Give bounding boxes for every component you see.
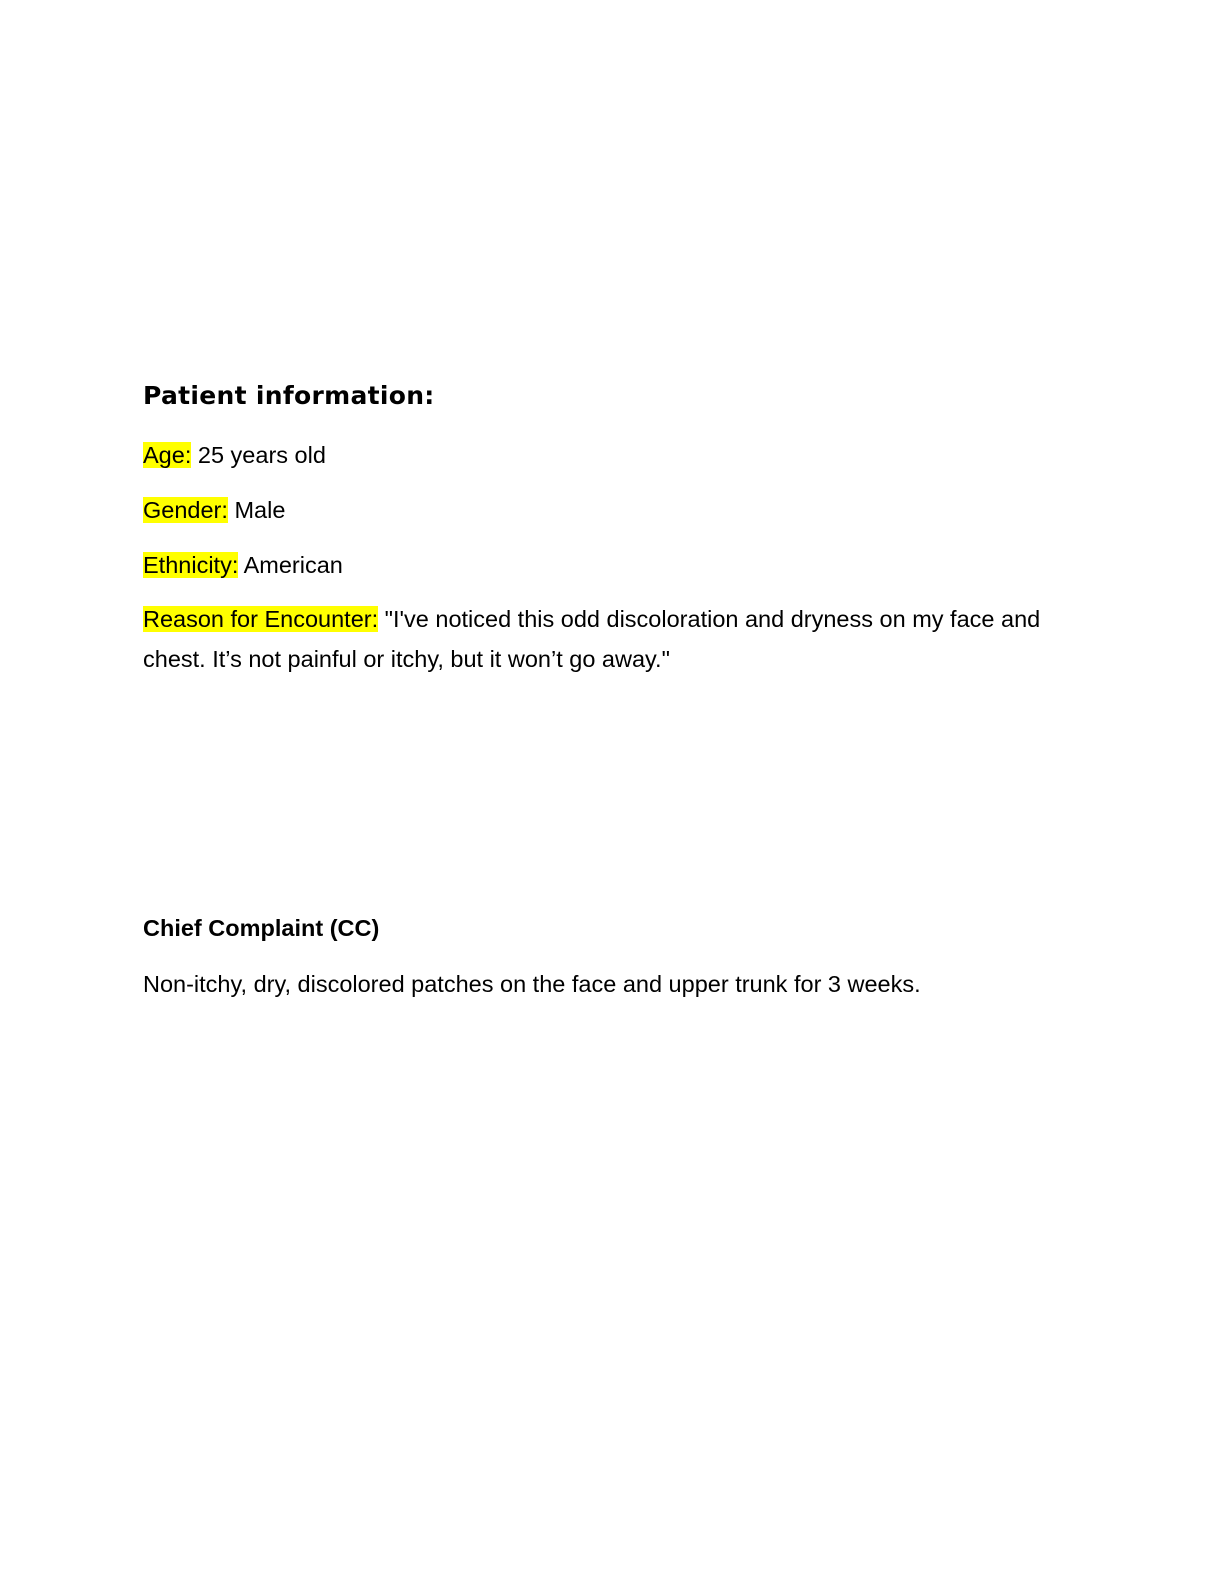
age-label: Age bbox=[143, 442, 185, 468]
age-value: 25 years old bbox=[191, 442, 326, 468]
gender-value: Male bbox=[227, 497, 286, 523]
ethnicity-field bbox=[143, 545, 1083, 585]
gender-label-highlight bbox=[143, 497, 228, 523]
reason-label: Reason for Encounter bbox=[143, 606, 372, 632]
ethnicity-separator: : bbox=[231, 552, 239, 578]
gender-label: Gender bbox=[143, 497, 222, 523]
age-separator: : bbox=[184, 442, 192, 468]
ethnicity-label-highlight bbox=[143, 552, 238, 578]
age-label-highlight bbox=[143, 442, 191, 468]
gender-field bbox=[143, 490, 1083, 530]
gender-separator: : bbox=[221, 497, 228, 523]
patient-information-heading: Patient information: bbox=[143, 381, 435, 410]
chief-complaint-text: Non-itchy, dry, discolored patches on the face and upper trunk for 3 weeks. bbox=[143, 971, 921, 997]
reason-for-encounter-field bbox=[143, 599, 1083, 679]
ethnicity-value: American bbox=[238, 552, 343, 578]
ethnicity-label: Ethnicity bbox=[143, 552, 232, 578]
reason-label-highlight bbox=[143, 606, 378, 632]
age-field bbox=[143, 435, 1083, 475]
reason-value: "I've noticed this odd discoloration and dryness on my face and chest. It’s not painful or itchy, but it won’t go away." bbox=[143, 606, 1041, 672]
chief-complaint-heading: Chief Complaint (CC) bbox=[143, 915, 380, 941]
reason-separator: : bbox=[371, 606, 379, 632]
